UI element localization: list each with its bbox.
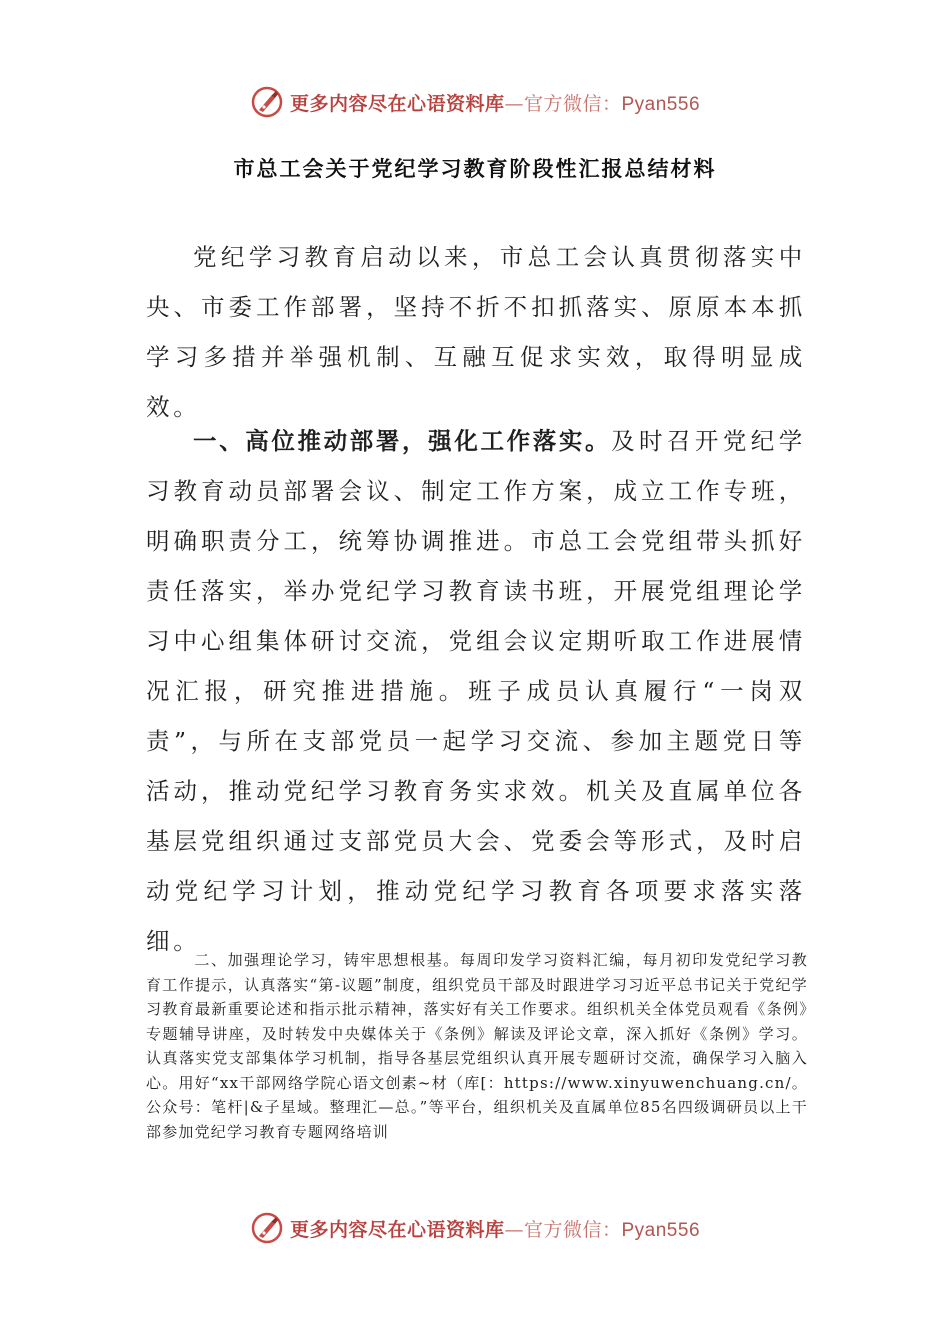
section-one-paragraph xyxy=(146,416,806,966)
watermark-text: 更多内容尽在心语资料库—官方微信：Pyan556 xyxy=(289,1218,701,1241)
watermark-banner-bottom xyxy=(0,1208,950,1248)
section-one-heading: 一、高位推动部署，强化工作落实。 xyxy=(193,427,612,455)
intro-paragraph: 党纪学习教育启动以来，市总工会认真贯彻落实中央、市委工作部署，坚持不折不扣抓落实、原原本本抓学习多措并举强机制、互融互促求实效，取得明显成效。 xyxy=(146,243,806,421)
watermark-text: 更多内容尽在心语资料库—官方微信：Pyan556 xyxy=(289,92,701,115)
section-one-body: 及时召开党纪学习教育动员部署会议、制定工作方案，成立工作专班，明确职责分工，统筹协调推进。市总工会党组带头抓好责任落实，举办党纪学习教育读书班，开展党组理论学习中心组集体研讨交流，党组会议定期听取工作进展情况汇报，研究推进措施。班子成员认真履行“一岗双责”，与所在支部党员一起学习交流、参加主题党日等活动，推动党纪学习教育务实求效。机关及直属单位各基层党组织通过支部党员大会、党委会等形式，及时启动党纪学习计划，推动党纪学习教育各项要求落实落细。 xyxy=(146,427,806,955)
section-two-text: 二、加强理论学习，铸牢思想根基。每周印发学习资料汇编，每月初印发党纪学习教育工作提示，认真落实“第-议题”制度，组织党员干部及时跟进学习习近平总书记关于党纪学习教育最新重要论述和指示批示精神，落实好有关工作要求。组织机关全体党员观看《条例》专题辅导讲座，及时转发中央媒体关于《条例》解读及评论文章，深入抓好《条例》学习。认真落实党支部集体学习机制，指导各基层党组织认真开展专题研讨交流，确保学习入脑入心。用好“xx干部网络学院心语文创素~材（库[：https://www.xinyuwenchuang.cn/。公众号：笔杆|&子星域。整理汇—总。”等平台，组织机关及直属单位85名四级调研员以上干部参加党纪学习教育专题网络培训 xyxy=(146,951,808,1141)
section-two-paragraph xyxy=(146,948,808,1144)
pen-nib-icon xyxy=(250,1211,284,1245)
watermark-banner-top xyxy=(0,82,950,122)
document-title: 市总工会关于党纪学习教育阶段性汇报总结材料 xyxy=(233,156,717,181)
pen-nib-icon xyxy=(250,85,284,119)
